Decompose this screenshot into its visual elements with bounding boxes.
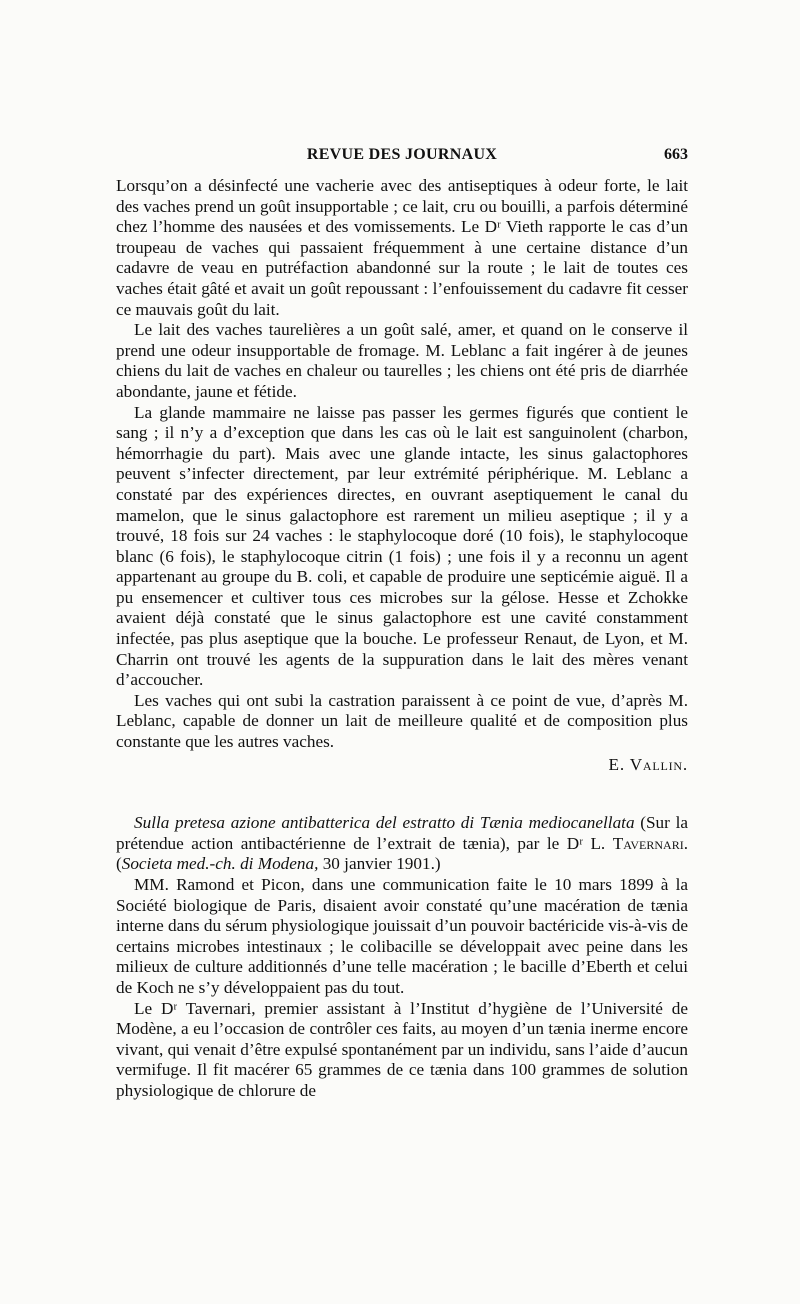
section-gap bbox=[116, 775, 688, 813]
article2-title: Sulla pretesa azione antibatterica del estratto di Tænia mediocanellata bbox=[134, 813, 635, 833]
running-header bbox=[116, 146, 688, 170]
running-title: REVUE DES JOURNAUX bbox=[306, 146, 498, 163]
page-body bbox=[116, 176, 688, 1102]
article2-source-open: . ( bbox=[116, 833, 688, 874]
article2-title-translation: (Sur la prétendue action antibactérienne de l’extrait de tænia), par le Dʳ L. bbox=[116, 813, 688, 853]
article1-paragraph: Lorsqu’on a désinfecté une vacherie avec des antiseptiques à odeur forte, le lait des vaches prend un goût insupportable ; ce lait, cru ou bouilli, a parfois déterminé chez l’homme des nausées et des vomissements. Le Dʳ Vieth rapporte le cas d’un troupeau de vaches qui passaient fréquemment à une certaine distance d’un cadavre de veau en putréfaction abandonné sur la route ; le lait de toutes ces vaches était gâté et avait un goût repoussant : l’enfouissement du cadavre fit cesser ce mauvais goût du lait. bbox=[116, 176, 688, 319]
article1-paragraph: Le lait des vaches taurelières a un goût salé, amer, et quand on le conserve il prend une odeur insupportable de fromage. M. Leblanc a fait ingérer à de jeunes chiens du lait de vaches en chaleur ou taurelles ; les chiens ont été pris de diarrhée abondante, jaune et fétide. bbox=[116, 320, 688, 401]
article1-paragraph: Les vaches qui ont subi la castration paraissent à ce point de vue, d’après M. Leblanc, capable de donner un lait de meilleure qualité et de composition plus constante que les autres vaches. bbox=[116, 690, 688, 752]
article2-paragraph: Le Dʳ Tavernari, premier assistant à l’Institut d’hygiène de l’Université de Modène, a eu l’occasion de contrôler ces faits, au moyen d’un tænia inerme encore vivant, qui venait d’être expulsé spontanément par un individu, sans l’aide d’aucun vermifuge. Il fit macérer 65 grammes de ce tænia dans 100 grammes de solution physiologique de chlorure de bbox=[116, 998, 688, 1100]
page-number: 663 bbox=[664, 146, 688, 163]
article2-heading bbox=[116, 813, 688, 875]
article2-paragraph: MM. Ramond et Picon, dans une communication faite le 10 mars 1899 à la Société biologique de Paris, disaient avoir constaté qu’une macération de tænia interne dans du sérum physiologique jouissait d’un pouvoir bactéricide vis-à-vis de certains microbes intestinaux ; le colibacille se développait avec peine dans les milieux de culture additionnés d’une telle macération ; le bacille d’Eberth et celui de Koch ne s’y développaient pas du tout. bbox=[116, 875, 688, 997]
article2-source-close: 30 janvier 1901.) bbox=[318, 854, 441, 874]
article1-signature: E. Vallin. bbox=[608, 754, 688, 774]
article2-source: Societa med.-ch. di Modena, bbox=[121, 854, 319, 874]
article1-paragraph: La glande mammaire ne laisse pas passer les germes figurés que contient le sang ; il n’y a d’exception que dans les cas où le lait est sanguinolent (charbon, hémorrhagie du part). Mais avec une glande intacte, les sinus galactophores peuvent s’infecter directement, par leur extrémité périphérique. M. Leblanc a constaté par des expériences directes, en ouvrant aseptiquement le canal du mamelon, que le sinus galactophore est rarement un milieu aseptique ; il y a trouvé, 18 fois sur 24 vaches : le staphylocoque doré (10 fois), le staphylocoque blanc (6 fois), le staphylocoque citrin (1 fois) ; une fois il y a reconnu un agent appartenant au groupe du B. coli, et capable de produire une septicémie aiguë. Il a pu ensemencer et cultiver tous ces microbes sur la gélose. Hesse et Zchokke avaient déjà constaté que le sinus galactophore est une cavité constamment infectée, pas plus aseptique que la bouche. Le professeur Renaut, de Lyon, et M. Charrin ont trouvé les agents de la suppuration dans le lait des mères venant d’accoucher. bbox=[116, 402, 688, 690]
article2-author: Tavernari bbox=[612, 833, 684, 853]
